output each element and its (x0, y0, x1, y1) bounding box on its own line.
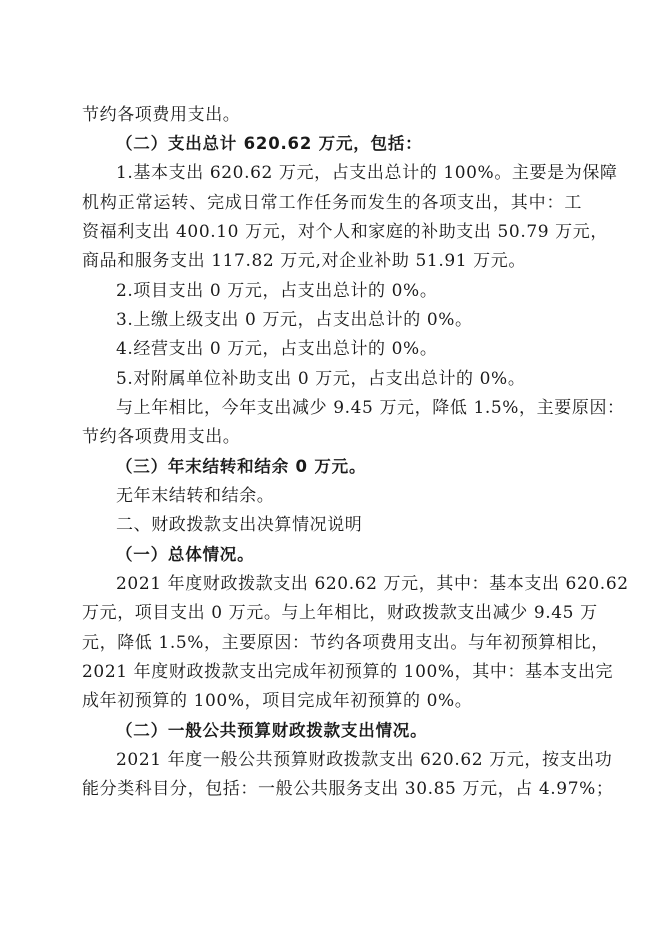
paragraph-line: 成年初预算的 100%，项目完成年初预算的 0%。 (82, 691, 473, 711)
paragraph-line: 2.项目支出 0 万元，占支出总计的 0%。 (116, 281, 438, 301)
section-heading-fiscal-appropriation: 二、财政拨款支出决算情况说明 (116, 515, 363, 535)
paragraph-line: 5.对附属单位补助支出 0 万元，占支出总计的 0%。 (116, 369, 526, 389)
paragraph-line: 与上年相比，今年支出减少 9.45 万元，降低 1.5%，主要原因： (116, 398, 625, 418)
paragraph-line: 商品和服务支出 117.82 万元,对企业补助 51.91 万元。 (82, 251, 526, 271)
paragraph-line: 元，降低 1.5%，主要原因：节约各项费用支出。与年初预算相比， (82, 633, 609, 653)
paragraph-line: 资福利支出 400.10 万元，对个人和家庭的补助支出 50.79 万元， (82, 222, 608, 242)
paragraph-line: 节约各项费用支出。 (82, 427, 241, 447)
section-heading-overall: （一）总体情况。 (116, 545, 255, 564)
paragraph-line: 机构正常运转、完成日常工作任务而发生的各项支出，其中：工 (82, 193, 582, 213)
section-heading-carryover: （三）年末结转和结余 0 万元。 (116, 457, 367, 476)
paragraph-line: 节约各项费用支出。 (82, 105, 241, 125)
paragraph-line: 1.基本支出 620.62 万元，占支出总计的 100%。主要是为保障 (116, 163, 618, 183)
paragraph-line: 无年末结转和结余。 (116, 486, 275, 506)
section-heading-expenditure-total: （二）支出总计 620.62 万元，包括： (116, 134, 423, 153)
paragraph-line: 3.上缴上级支出 0 万元，占支出总计的 0%。 (116, 310, 473, 330)
paragraph-line: 2021 年度一般公共预算财政拨款支出 620.62 万元，按支出功 (116, 750, 613, 770)
paragraph-line: 能分类科目分，包括：一般公共服务支出 30.85 万元，占 4.97%； (82, 779, 614, 799)
paragraph-line: 万元，项目支出 0 万元。与上年相比，财政拨款支出减少 9.45 万 (82, 603, 598, 623)
paragraph-line: 2021 年度财政拨款支出完成年初预算的 100%，其中：基本支出完 (82, 662, 614, 682)
paragraph-line: 4.经营支出 0 万元，占支出总计的 0%。 (116, 339, 438, 359)
paragraph-line: 2021 年度财政拨款支出 620.62 万元，其中：基本支出 620.62 (116, 574, 629, 594)
section-heading-general-budget: （二）一般公共预算财政拨款支出情况。 (116, 721, 428, 740)
